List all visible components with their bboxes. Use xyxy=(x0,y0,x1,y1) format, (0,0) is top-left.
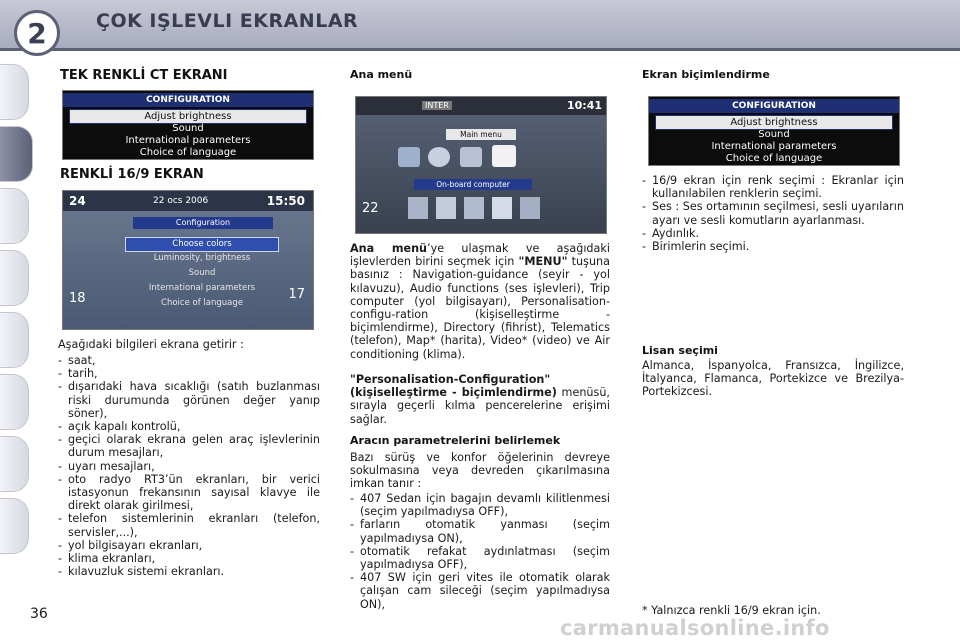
screen-main-menu-label: Main menu xyxy=(446,129,516,140)
list-item: - 16/9 ekran için renk seçimi : Ekranlar için kullanılabilen renklerin seçimi. xyxy=(642,174,904,200)
chapter-tabs xyxy=(0,64,34,584)
screen-menu-line: International parameters xyxy=(125,135,251,146)
navigation-icon xyxy=(398,147,420,167)
screen-menu-line: Adjust brightness xyxy=(69,109,307,124)
screen-menu-line: Sound xyxy=(188,268,216,278)
chapter-tab-7[interactable] xyxy=(0,436,29,492)
list-item: - telefon sistemlerinin ekranları (telefon, servisler,...), xyxy=(58,512,320,538)
list-item: - saat, xyxy=(58,354,320,367)
list-item: - oto radyo RT3’ün ekranları, bir verici istasyonun frekansının sayısal klavye ile direkt olarak girilmesi, xyxy=(58,473,320,513)
col1-feature-list xyxy=(58,354,320,578)
emphasis: Ana menü xyxy=(350,242,428,255)
screen-menu-line: International parameters xyxy=(148,283,256,293)
list-item: - 407 SW için geri vites ile otomatik olarak çalışan cam sileceği (seçim yapılmadıysa ON), xyxy=(350,571,610,611)
list-item: - 407 Sedan için bagajın devamlı kilitlenmesi (seçim yapılmadıysa OFF), xyxy=(350,492,610,518)
list-item: - Aydınlık. xyxy=(642,227,904,240)
chapter-tab-6[interactable] xyxy=(0,374,29,430)
screen-menu-line: Choice of language xyxy=(139,147,237,158)
footnote: * Yalnızca renkli 16/9 ekran için. xyxy=(642,604,821,617)
screen-left-number: 18 xyxy=(69,291,86,306)
vehicle-parameters-intro: Bazı sürüş ve konfor öğelerinin devreye sokulmasına veya devreden çıkarılmasına imkan tanır : xyxy=(350,451,610,491)
screen-config-bar: CONFIGURATION xyxy=(63,93,313,107)
list-item: - tarih, xyxy=(58,367,320,380)
list-item: - yol bilgisayarı ekranları, xyxy=(58,539,320,552)
color-169-screen-title: RENKLİ 16/9 EKRAN xyxy=(60,167,204,182)
screen-config-title: Configuration xyxy=(133,217,273,229)
emphasis: "Personalisation-Configuration" (kişiselleştirme - biçimlendirme) xyxy=(350,373,557,400)
mono-ct-screen-image xyxy=(62,90,314,160)
language-title: Lisan seçimi xyxy=(642,344,718,357)
screen-menu-line: Choice of language xyxy=(725,153,823,164)
list-item: - farların otomatik yanması (seçim yapılmadıysa ON), xyxy=(350,518,610,544)
chapter-number: 2 xyxy=(27,16,47,50)
screen-submenu-label: On-board computer xyxy=(414,179,532,190)
mono-ct-screen-title: TEK RENKLİ CT EKRANI xyxy=(60,68,228,83)
configuration-icon xyxy=(492,145,516,167)
list-item: - kılavuzluk sistemi ekranları. xyxy=(58,565,320,578)
list-item: - dışarıdaki hava sıcaklığı (satıh buzlanması riski durumunda görünen değer yanıp söner), xyxy=(58,380,320,420)
config-screen-image xyxy=(648,96,900,166)
screen-menu-line: Choice of language xyxy=(161,298,243,308)
main-menu-title: Ana menü xyxy=(350,68,413,81)
chapter-tab-2-active[interactable] xyxy=(0,126,33,182)
chapter-tab-1[interactable] xyxy=(0,64,29,120)
screen-temp-top: 24 xyxy=(69,194,86,208)
vehicle-parameters-list xyxy=(350,492,610,611)
menu-key-label: "MENU" xyxy=(518,255,568,269)
page-number: 36 xyxy=(30,606,48,622)
list-item: - otomatik refakat aydınlatması (seçim yapılmadıysa OFF), xyxy=(350,545,610,571)
text-span: tuşuna basınız : Navigation-guidance (seyir - yol kılavuzu), Audio functions (ses işlevleri), Trip computer (yol bilgisayarı), Personalisation-configu-ration (kişiselleştirme - biçimlendirme), Directory (fihrist), Telematics (telefon), Map* (harita), Video* (video) ve Air conditioning (klima). xyxy=(350,255,610,361)
watermark: carmanualsonline.info xyxy=(560,616,830,640)
trip-computer-icon xyxy=(460,147,482,167)
screen-menu-selected: Choose colors xyxy=(125,237,279,252)
screen-format-title: Ekran biçimlendirme xyxy=(642,68,770,81)
screen-menu-line: Luminosity, brightness xyxy=(153,253,251,263)
screen-format-list xyxy=(642,174,904,253)
text-span: ’ye ulaşmak ve aşağıdaki işlevlerden birini seçmek için xyxy=(350,242,610,269)
screen-right-number: 17 xyxy=(288,287,305,302)
audio-icon xyxy=(428,147,450,167)
air-conditioning-icon xyxy=(520,197,540,219)
chapter-title: ÇOK IŞLEVLI EKRANLAR xyxy=(96,10,359,32)
list-item: - uyarı mesajları, xyxy=(58,460,320,473)
screen-menu-line: Sound xyxy=(172,123,204,134)
chapter-tab-4[interactable] xyxy=(0,250,29,306)
list-item: - Ses : Ses ortamının seçilmesi, sesli uyarıların ayarı ve sesli komutların ayarlanması. xyxy=(642,200,904,226)
chapter-tab-8[interactable] xyxy=(0,498,29,554)
chapter-tab-3[interactable] xyxy=(0,188,29,244)
vehicle-parameters-title: Aracın parametrelerini belirlemek xyxy=(350,434,561,447)
directory-icon xyxy=(408,197,428,219)
screen-menu-line: International parameters xyxy=(711,141,837,152)
screen-menu-line: Adjust brightness xyxy=(655,115,893,130)
map-icon xyxy=(464,197,484,219)
screen-left-number: 22 xyxy=(362,201,379,216)
chapter-tab-5[interactable] xyxy=(0,312,29,368)
list-item: - Birimlerin seçimi. xyxy=(642,240,904,253)
personalisation-paragraph xyxy=(350,373,610,426)
list-item: - açık kapalı kontrolü, xyxy=(58,420,320,433)
main-menu-screen-image xyxy=(355,96,607,234)
screen-config-bar: CONFIGURATION xyxy=(649,99,899,113)
language-text: Almanca, İspanyolca, Fransızca, İngilizce, İtalyanca, Flamanca, Portekizce ve Brezilya-Portekizcesi. xyxy=(642,359,904,399)
screen-time: 15:50 xyxy=(266,194,305,208)
screen-time: 10:41 xyxy=(566,99,602,112)
color-169-screen-image xyxy=(62,190,314,330)
list-item: - klima ekranları, xyxy=(58,552,320,565)
screen-date: 22 ocs 2006 xyxy=(153,196,209,206)
chapter-number-badge xyxy=(14,10,60,56)
screen-menu-line: Sound xyxy=(758,129,790,140)
telematics-icon xyxy=(436,197,456,219)
screen-source-label: INTER xyxy=(422,101,452,110)
list-item: - geçici olarak ekrana gelen araç işlevlerinin durum mesajları, xyxy=(58,433,320,459)
main-menu-paragraph xyxy=(350,242,610,361)
text-span: menüsü, sırayla geçerli kılma pencerelerine erişimi sağlar. xyxy=(350,386,610,426)
video-icon xyxy=(492,197,512,219)
header-rule xyxy=(0,48,960,51)
col1-intro: Aşağıdaki bilgileri ekrana getirir : xyxy=(58,338,244,351)
